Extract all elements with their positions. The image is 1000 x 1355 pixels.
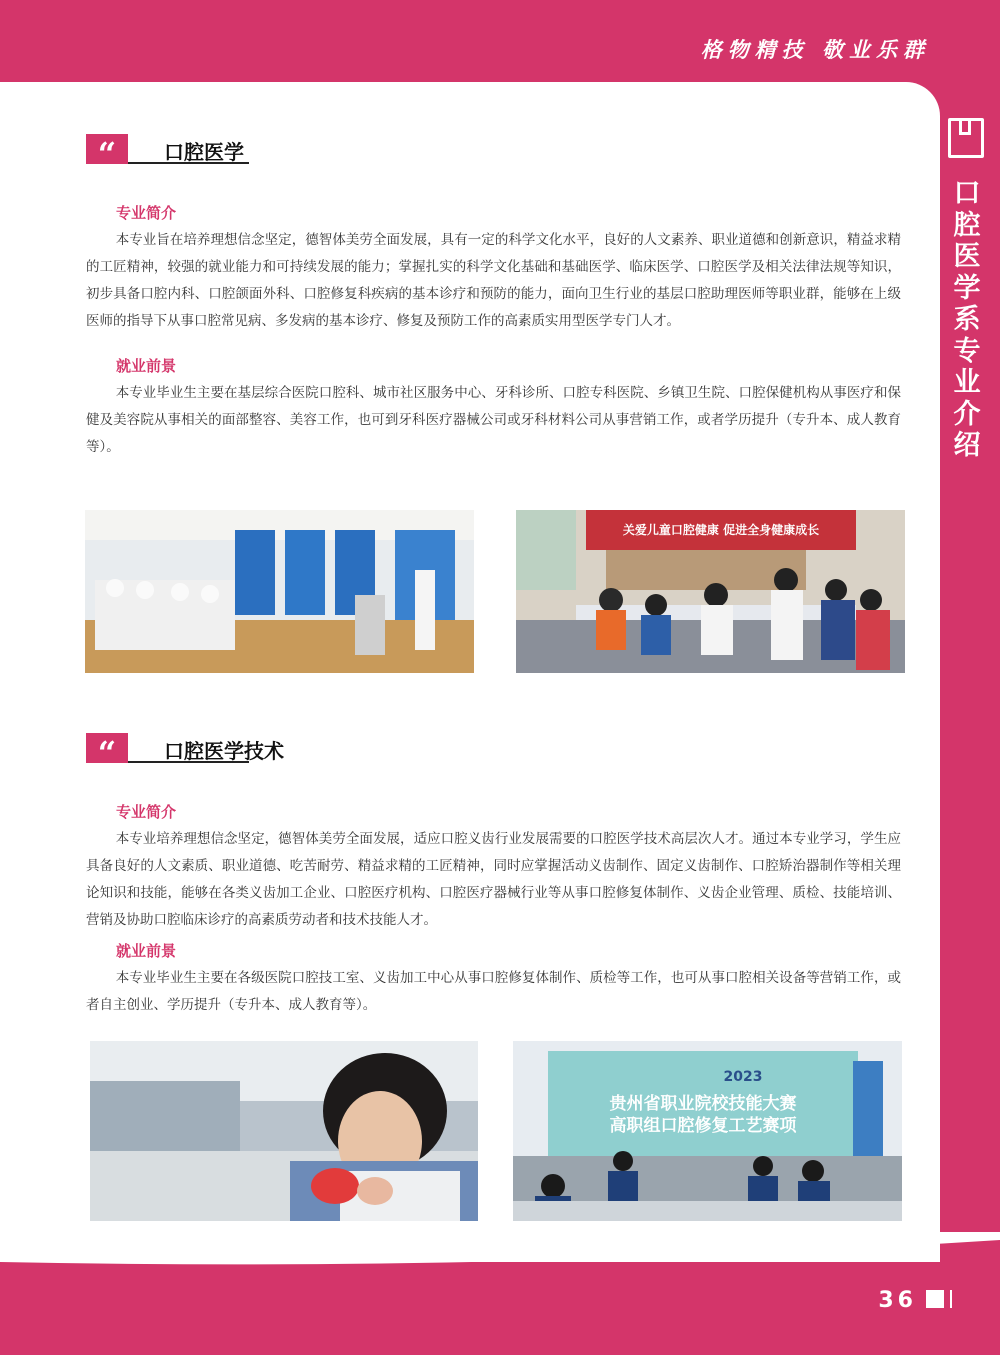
page-marker-bars <box>942 1290 952 1308</box>
book-icon <box>948 118 984 158</box>
section-title: 口腔医学技术 <box>164 739 284 763</box>
section-header <box>86 733 901 772</box>
quote-icon: “ <box>86 733 128 763</box>
section-title: 口腔医学 <box>164 140 244 164</box>
banner-text-left: 关爱儿童口腔健康 促进全身健康成长 <box>622 523 820 537</box>
banner-year: 2023 <box>723 1069 763 1085</box>
intro-text: 本专业旨在培养理想信念坚定，德智体美劳全面发展，具有一定的科学文化水平，良好的人文素养、职业道德和创新意识，精益求精的工匠精神，较强的就业能力和可持续发展的能力；掌握扎实的科学文化基础和基础医学、临床医学、口腔医学及相关法律法规等知识，初步具备口腔内科、口腔颌面外科、口腔修复科疾病的基本诊疗和预防的能力，面向卫生行业的基层口腔助理医师等职业群，能够在上级医师的指导下从事口腔常见病、多发病的基本诊疗、修复及预防工作的高素质实用型医学专门人才。 <box>86 232 901 329</box>
page-marker-block <box>926 1290 942 1308</box>
photo-student-dental-model <box>90 1041 478 1221</box>
footer-wave <box>0 1232 1000 1272</box>
photo-skills-competition <box>513 1041 902 1221</box>
intro-heading: 专业简介 <box>116 204 177 222</box>
photo-children-oral-health-event <box>516 510 905 673</box>
quote-icon: “ <box>86 134 128 164</box>
career-heading: 就业前景 <box>116 942 177 960</box>
intro-heading: 专业简介 <box>116 803 177 821</box>
banner-text-line2: 高职组口腔修复工艺赛项 <box>609 1116 797 1136</box>
career-text: 本专业毕业生主要在各级医院口腔技工室、义齿加工中心从事口腔修复体制作、质检等工作，也可从事口腔相关设备等营销工作，或者自主创业、学历提升（专升本、成人教育等）。 <box>86 970 901 1013</box>
header-slogan: 格物精技 敬业乐群 <box>700 37 930 62</box>
photo-dental-lab-training <box>85 510 474 673</box>
intro-text: 本专业培养理想信念坚定，德智体美劳全面发展，适应口腔义齿行业发展需要的口腔医学技术高层次人才。通过本专业学习，学生应具备良好的人文素质、职业道德、吃苦耐劳、精益求精的工匠精神，同时应掌握活动义齿制作、固定义齿制作、口腔矫治器制作等相关理论知识和技能，能够在各类义齿加工企业、口腔医疗机构、口腔医疗器械行业等从事口腔修复体制作、义齿企业管理、质检、技能培训、营销及协助口腔临床诊疗的高素质劳动者和技术技能人才。 <box>86 831 901 928</box>
section-kouqiang-yixue-jishu <box>86 733 901 1019</box>
sidebar-title: 口腔医学系专业介绍 <box>953 178 981 461</box>
section-header <box>86 134 901 173</box>
banner-text-line1: 贵州省职业院校技能大赛 <box>609 1094 797 1114</box>
section-kouqiang-yixue <box>86 134 901 461</box>
career-text: 本专业毕业生主要在基层综合医院口腔科、城市社区服务中心、牙科诊所、口腔专科医院、乡镇卫生院、口腔保健机构从事医疗和保健及美容院从事相关的面部整容、美容工作，也可到牙科医疗器械公司或牙科材料公司从事营销工作，或者学历提升（专升本、成人教育等）。 <box>86 385 901 455</box>
career-heading: 就业前景 <box>116 357 177 375</box>
page-number: 36 <box>878 1288 917 1313</box>
